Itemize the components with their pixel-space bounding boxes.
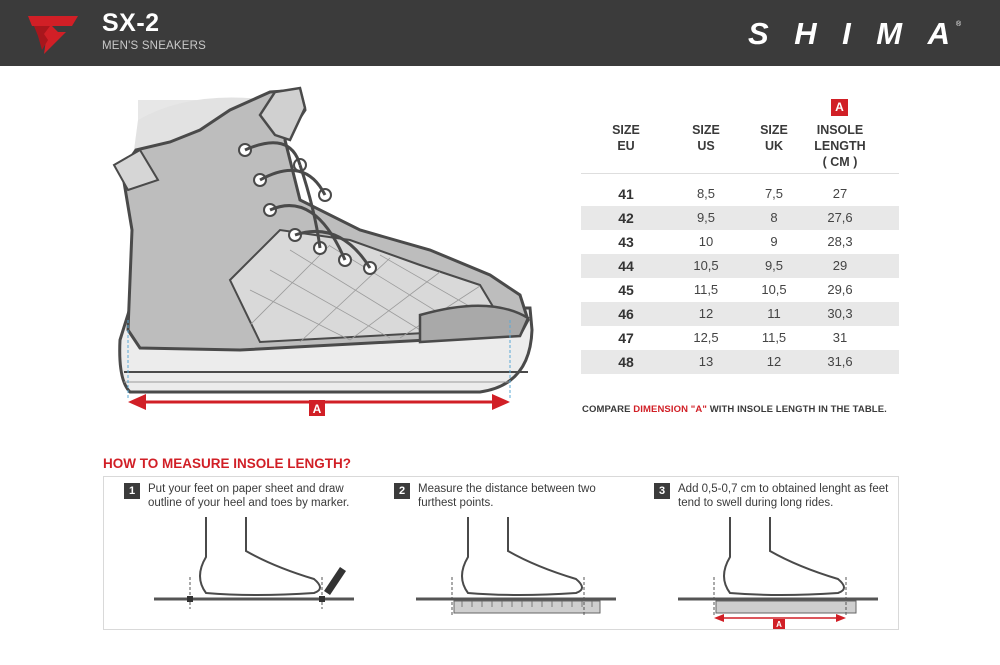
- length-a-figure: [678, 517, 888, 629]
- table-row: [581, 230, 899, 254]
- insole-length-cell: 30,3: [827, 306, 853, 321]
- ruler-icon: [716, 601, 856, 613]
- howto-panel: [103, 476, 899, 630]
- model-title: SX-2: [102, 9, 160, 37]
- size-us-cell: 9,5: [696, 210, 716, 225]
- size-eu-cell: 48: [618, 354, 634, 370]
- table-row: [581, 206, 899, 230]
- insole-length-cell: 27,6: [827, 210, 853, 225]
- insole-length-cell: 31,6: [827, 354, 853, 369]
- howto-step-2: [394, 483, 644, 623]
- table-row: [581, 326, 899, 350]
- size-us-cell: 10,5: [693, 258, 719, 273]
- size-uk-cell: 7,5: [764, 186, 784, 201]
- table-row: [581, 278, 899, 302]
- size-uk-cell: 8: [770, 210, 778, 225]
- size-us-cell: 11,5: [693, 282, 719, 297]
- svg-text:®: ®: [956, 21, 962, 28]
- step-text: Add 0,5-0,7 cm to obtained lenght as feet tend to swell during long rides.: [678, 483, 889, 509]
- size-uk-cell: 9,5: [764, 258, 784, 273]
- dimension-a-label: A: [312, 402, 322, 416]
- shima-brand-logo: [748, 16, 964, 50]
- col-header-size-eu: SIZE EU: [612, 123, 640, 153]
- size-us-cell: 10: [698, 234, 714, 249]
- size-us-cell: 12: [698, 306, 714, 321]
- ruler-measure-figure: [416, 517, 626, 617]
- howto-step-3: [654, 483, 894, 629]
- ruler-icon: [454, 601, 600, 613]
- table-row: [581, 182, 899, 206]
- size-uk-cell: 11,5: [761, 330, 787, 345]
- size-uk-cell: 11: [767, 306, 781, 321]
- size-eu-cell: 45: [618, 282, 634, 298]
- howto-title: HOW TO MEASURE INSOLE LENGTH?: [103, 456, 352, 471]
- foot-outline-figure: [154, 517, 364, 609]
- shoe-illustration: [100, 80, 550, 430]
- dimension-a-badge: A: [831, 99, 848, 116]
- step-text: Put your feet on paper sheet and draw outline of your heel and toes by marker.: [148, 483, 350, 509]
- size-eu-cell: 42: [618, 210, 634, 226]
- size-eu-cell: 47: [618, 330, 634, 346]
- size-us-cell: 12,5: [693, 330, 719, 345]
- table-row: [581, 350, 899, 374]
- size-eu-cell: 44: [618, 258, 634, 274]
- shima-logo-mark-icon: [26, 12, 80, 56]
- model-subtitle: MEN'S SNEAKERS: [102, 40, 207, 52]
- step-number: 3: [654, 483, 670, 499]
- insole-length-cell: 28,3: [827, 234, 853, 249]
- col-header-size-us: SIZE US: [692, 123, 720, 153]
- step-number: 2: [394, 483, 410, 499]
- size-uk-cell: 9: [770, 234, 778, 249]
- compare-highlight: DIMENSION "A": [633, 404, 707, 415]
- table-body: [581, 174, 899, 374]
- svg-text:SHIMA: SHIMA: [748, 16, 954, 50]
- table-header: [581, 96, 899, 174]
- size-eu-cell: 46: [618, 306, 634, 322]
- size-us-cell: 13: [698, 354, 714, 369]
- step-3-a-label: A: [776, 620, 782, 629]
- size-us-cell: 8,5: [696, 186, 716, 201]
- size-uk-cell: 12: [766, 354, 782, 369]
- insole-length-cell: 29,6: [827, 282, 853, 297]
- insole-length-cell: 29: [832, 258, 848, 273]
- marker-icon: [324, 567, 346, 595]
- size-uk-cell: 10,5: [761, 282, 787, 297]
- insole-length-cell: 31: [832, 330, 848, 345]
- header-bar: [0, 0, 1000, 66]
- compare-note: COMPARE DIMENSION "A" WITH INSOLE LENGTH IN THE TABLE.: [582, 404, 887, 415]
- col-header-size-uk: SIZE UK: [760, 123, 788, 153]
- size-eu-cell: 43: [618, 234, 634, 250]
- table-row: [581, 302, 899, 326]
- howto-step-1: [124, 483, 384, 623]
- step-number: 1: [124, 483, 140, 499]
- size-table: [581, 96, 899, 374]
- insole-length-cell: 27: [832, 186, 848, 201]
- step-text: Measure the distance between two furthest points.: [418, 483, 596, 509]
- col-header-insole-length: INSOLE LENGTH ( CM ): [814, 123, 866, 169]
- table-row: [581, 254, 899, 278]
- size-eu-cell: 41: [618, 186, 634, 202]
